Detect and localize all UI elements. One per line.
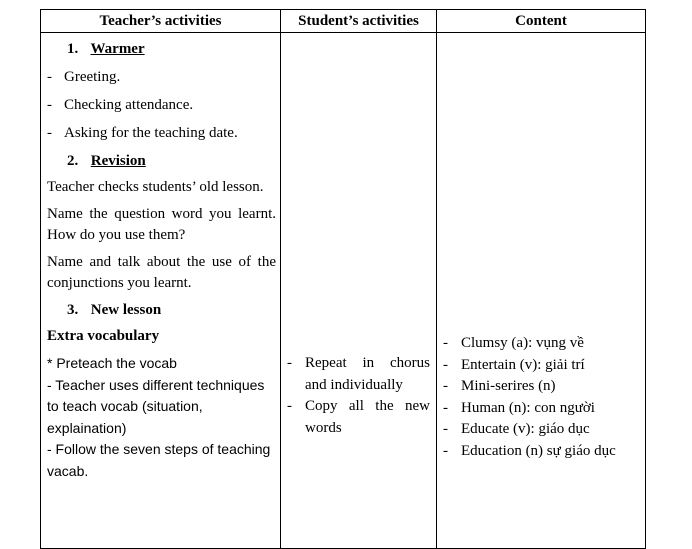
vocab-item: - Clumsy (a): vụng về	[443, 333, 641, 355]
revision-paragraph: Name and talk about the use of the conjunctions you learnt.	[47, 254, 276, 291]
body-row	[41, 33, 646, 549]
content-cell	[437, 33, 646, 549]
vocab-line: * Preteach the vocab	[47, 355, 177, 371]
student-item: - Repeat in chorus and individually	[287, 353, 430, 396]
section-title: Revision	[90, 153, 146, 169]
section-title: Warmer	[90, 41, 145, 57]
vocab-line: - Follow the seven steps of teaching vacab.	[47, 441, 271, 479]
warmer-item: - Greeting.	[47, 67, 276, 87]
vocab-item: - Entertain (v): giải trí	[443, 355, 641, 377]
vocab-item: - Education (n) sự giáo dục	[443, 441, 641, 463]
header-teacher: Teacher’s activities	[41, 10, 281, 33]
header-row	[41, 10, 646, 33]
student-item: - Copy all the new words	[287, 396, 430, 439]
teacher-activities-cell	[41, 33, 281, 549]
header-content: Content	[437, 10, 646, 33]
revision-paragraph: Name the question word you learnt. How do you use them?	[47, 206, 276, 243]
section-new-lesson: 3. New lesson	[67, 302, 162, 318]
student-activities-cell	[281, 33, 437, 549]
section-title: New lesson	[90, 302, 162, 318]
vocab-line: - Teacher uses different techniques to teach vocab (situation, explaination)	[47, 376, 265, 436]
section-warmer: 1. Warmer	[67, 41, 145, 57]
warmer-item: - Asking for the teaching date.	[47, 123, 276, 143]
warmer-item: - Checking attendance.	[47, 95, 276, 115]
extra-vocabulary-title: Extra vocabulary	[47, 328, 160, 344]
section-revision: 2. Revision	[67, 153, 146, 169]
header-student: Student’s activities	[281, 10, 437, 33]
vocab-item: - Mini-serires (n)	[443, 376, 641, 398]
vocab-item: - Human (n): con người	[443, 398, 641, 420]
revision-paragraph: Teacher checks students’ old lesson.	[47, 179, 264, 195]
vocab-item: - Educate (v): giáo dục	[443, 419, 641, 441]
lesson-plan-table	[40, 9, 646, 549]
